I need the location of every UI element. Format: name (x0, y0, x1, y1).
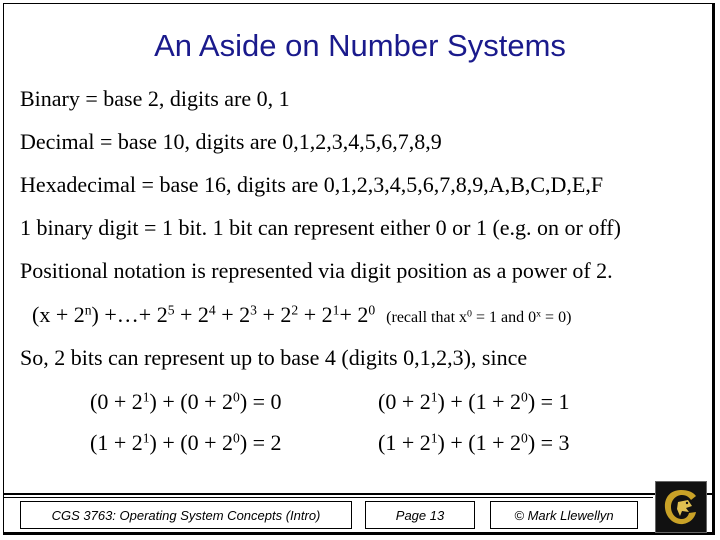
decimal-line: Decimal = base 10, digits are 0,1,2,3,4,5,6,7,8,9 (20, 129, 442, 154)
equation-1: $(0 + 2^1) + (1 + 2^0) = 1$ (378, 389, 570, 414)
footer-divider (3, 493, 715, 495)
equation-3: $(1 + 2^1) + (1 + 2^0) = 3$ (378, 430, 570, 455)
footer-divider-thin (3, 497, 653, 498)
binary-line: Binary = base 2, digits are 0, 1 (20, 86, 290, 111)
recall-note: (recall that $x^0 = 1$ and $0^x = 0$) (386, 308, 572, 326)
footer-course: CGS 3763: Operating System Concepts (Intro) (20, 501, 352, 529)
power-formula: $(x + 2^n)$ +…+ $2^5 + 2^4 + 2^3 + 2^2 + 2^1+ 2^0$ (recall that $x^0 = 1$ and $0^x = 0$) (32, 302, 572, 327)
hex-line: Hexadecimal = base 16, digits are 0,1,2,3,4,5,6,7,8,9,A,B,C,D,E,F (20, 172, 604, 197)
footer-page: Page 13 (365, 501, 475, 529)
bit-line: 1 binary digit = 1 bit. 1 bit can represent either 0 or 1 (e.g. on or off) (20, 215, 621, 240)
two-bits-line: So, 2 bits can represent up to base 4 (digits 0,1,2,3), since (20, 345, 528, 370)
positional-line: Positional notation is represented via digit position as a power of 2. (20, 258, 613, 283)
slide-title: An Aside on Number Systems (154, 28, 566, 63)
university-logo-icon (655, 481, 707, 533)
equation-2: $(1 + 2^1) + (0 + 2^0) = 2$ (90, 430, 282, 455)
footer-author: © Mark Llewellyn (490, 501, 638, 529)
equation-0: $(0 + 2^1) + (0 + 2^0) = 0$ (90, 389, 282, 414)
